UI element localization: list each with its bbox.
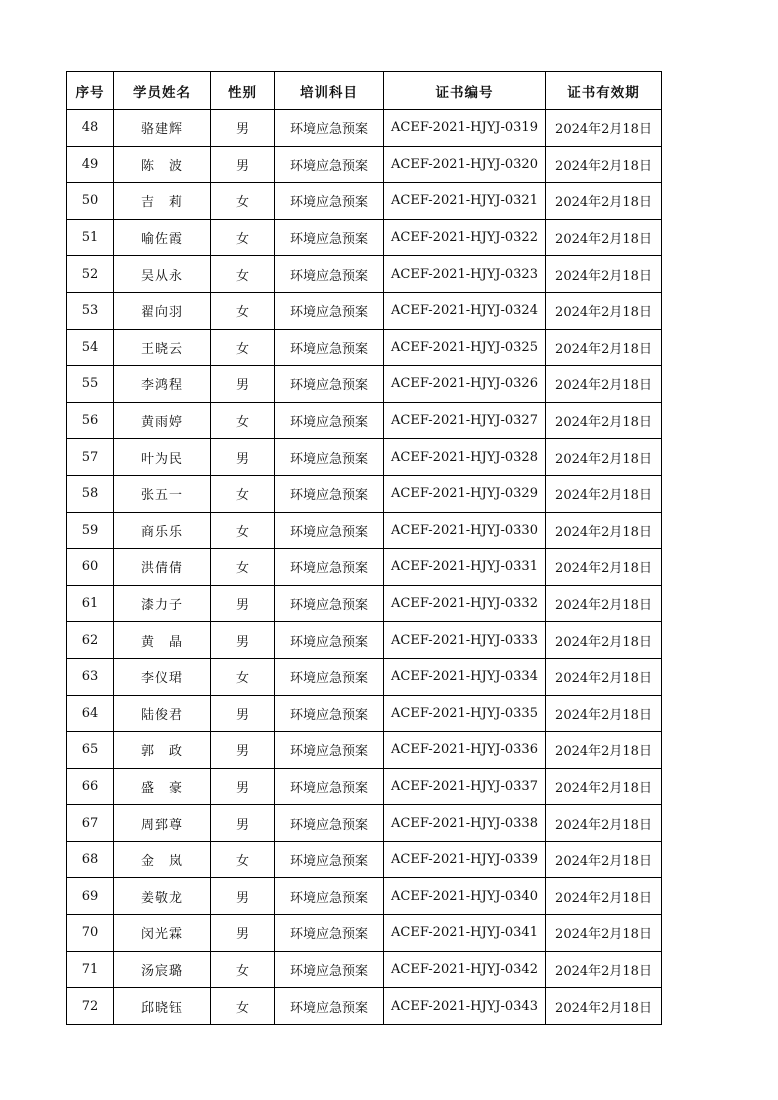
cell-name: 叶为民 (114, 439, 211, 476)
cell-index: 69 (67, 878, 114, 915)
cell-name: 漆力子 (114, 585, 211, 622)
cell-cert-no: ACEF-2021-HJYJ-0320 (384, 146, 546, 183)
cell-name: 闵光霖 (114, 915, 211, 952)
header-cert-no: 证书编号 (384, 72, 546, 110)
cell-gender: 女 (211, 658, 275, 695)
cell-subject: 环境应急预案 (275, 988, 384, 1025)
cell-validity: 2024年2月18日 (546, 475, 662, 512)
cell-name: 李鸿程 (114, 366, 211, 403)
cell-index: 62 (67, 622, 114, 659)
certificate-roster-table (66, 71, 662, 1025)
cell-gender: 男 (211, 805, 275, 842)
cell-validity: 2024年2月18日 (546, 622, 662, 659)
cell-subject: 环境应急预案 (275, 915, 384, 952)
table-row (67, 695, 662, 732)
cell-subject: 环境应急预案 (275, 841, 384, 878)
cell-cert-no: ACEF-2021-HJYJ-0321 (384, 183, 546, 220)
cell-validity: 2024年2月18日 (546, 841, 662, 878)
cell-cert-no: ACEF-2021-HJYJ-0333 (384, 622, 546, 659)
cell-gender: 女 (211, 951, 275, 988)
cell-subject: 环境应急预案 (275, 695, 384, 732)
cell-name: 王晓云 (114, 329, 211, 366)
cell-gender: 女 (211, 256, 275, 293)
cell-gender: 女 (211, 219, 275, 256)
cell-validity: 2024年2月18日 (546, 219, 662, 256)
cell-index: 71 (67, 951, 114, 988)
cell-subject: 环境应急预案 (275, 732, 384, 769)
cell-validity: 2024年2月18日 (546, 915, 662, 952)
table-row (67, 549, 662, 586)
cell-subject: 环境应急预案 (275, 292, 384, 329)
cell-subject: 环境应急预案 (275, 439, 384, 476)
table-row (67, 219, 662, 256)
cell-gender: 女 (211, 988, 275, 1025)
table-body (67, 110, 662, 1025)
cell-validity: 2024年2月18日 (546, 732, 662, 769)
header-validity: 证书有效期 (546, 72, 662, 110)
cell-index: 50 (67, 183, 114, 220)
table-row (67, 292, 662, 329)
table-row (67, 110, 662, 147)
cell-name: 洪倩倩 (114, 549, 211, 586)
cell-gender: 男 (211, 585, 275, 622)
cell-cert-no: ACEF-2021-HJYJ-0324 (384, 292, 546, 329)
cell-index: 59 (67, 512, 114, 549)
cell-cert-no: ACEF-2021-HJYJ-0341 (384, 915, 546, 952)
header-index: 序号 (67, 72, 114, 110)
cell-index: 70 (67, 915, 114, 952)
cell-gender: 女 (211, 402, 275, 439)
cell-subject: 环境应急预案 (275, 146, 384, 183)
table-row (67, 622, 662, 659)
cell-validity: 2024年2月18日 (546, 329, 662, 366)
cell-cert-no: ACEF-2021-HJYJ-0319 (384, 110, 546, 147)
cell-subject: 环境应急预案 (275, 878, 384, 915)
cell-gender: 男 (211, 110, 275, 147)
table-row (67, 585, 662, 622)
table-row (67, 805, 662, 842)
cell-name: 陆俊君 (114, 695, 211, 732)
cell-cert-no: ACEF-2021-HJYJ-0339 (384, 841, 546, 878)
table-row (67, 366, 662, 403)
cell-name: 吉 莉 (114, 183, 211, 220)
header-row (67, 72, 662, 110)
cell-index: 61 (67, 585, 114, 622)
cell-validity: 2024年2月18日 (546, 768, 662, 805)
cell-subject: 环境应急预案 (275, 402, 384, 439)
cell-validity: 2024年2月18日 (546, 292, 662, 329)
cell-validity: 2024年2月18日 (546, 110, 662, 147)
cell-name: 汤宸璐 (114, 951, 211, 988)
cell-subject: 环境应急预案 (275, 549, 384, 586)
cell-index: 57 (67, 439, 114, 476)
table-row (67, 988, 662, 1025)
table-row (67, 768, 662, 805)
cell-subject: 环境应急预案 (275, 110, 384, 147)
table-header (67, 72, 662, 110)
table-row (67, 915, 662, 952)
cell-validity: 2024年2月18日 (546, 512, 662, 549)
cell-index: 56 (67, 402, 114, 439)
cell-gender: 男 (211, 732, 275, 769)
table-row (67, 256, 662, 293)
cell-validity: 2024年2月18日 (546, 695, 662, 732)
header-name: 学员姓名 (114, 72, 211, 110)
cell-subject: 环境应急预案 (275, 658, 384, 695)
cell-index: 68 (67, 841, 114, 878)
table-row (67, 951, 662, 988)
cell-index: 55 (67, 366, 114, 403)
cell-cert-no: ACEF-2021-HJYJ-0327 (384, 402, 546, 439)
cell-validity: 2024年2月18日 (546, 439, 662, 476)
cell-name: 商乐乐 (114, 512, 211, 549)
cell-subject: 环境应急预案 (275, 768, 384, 805)
cell-cert-no: ACEF-2021-HJYJ-0338 (384, 805, 546, 842)
cell-subject: 环境应急预案 (275, 951, 384, 988)
table-row (67, 841, 662, 878)
cell-gender: 男 (211, 439, 275, 476)
header-subject: 培训科目 (275, 72, 384, 110)
cell-gender: 男 (211, 915, 275, 952)
cell-index: 52 (67, 256, 114, 293)
cell-gender: 女 (211, 512, 275, 549)
cell-gender: 女 (211, 329, 275, 366)
cell-cert-no: ACEF-2021-HJYJ-0323 (384, 256, 546, 293)
cell-validity: 2024年2月18日 (546, 805, 662, 842)
cell-name: 吴从永 (114, 256, 211, 293)
table-row (67, 146, 662, 183)
cell-cert-no: ACEF-2021-HJYJ-0337 (384, 768, 546, 805)
cell-index: 63 (67, 658, 114, 695)
cell-validity: 2024年2月18日 (546, 256, 662, 293)
cell-name: 黄 晶 (114, 622, 211, 659)
table-row (67, 732, 662, 769)
table-row (67, 512, 662, 549)
table-row (67, 183, 662, 220)
cell-validity: 2024年2月18日 (546, 183, 662, 220)
cell-cert-no: ACEF-2021-HJYJ-0336 (384, 732, 546, 769)
cell-validity: 2024年2月18日 (546, 878, 662, 915)
cell-validity: 2024年2月18日 (546, 549, 662, 586)
cell-validity: 2024年2月18日 (546, 951, 662, 988)
cell-gender: 女 (211, 549, 275, 586)
cell-gender: 男 (211, 768, 275, 805)
table-row (67, 878, 662, 915)
cell-index: 54 (67, 329, 114, 366)
cell-validity: 2024年2月18日 (546, 146, 662, 183)
cell-index: 53 (67, 292, 114, 329)
cell-cert-no: ACEF-2021-HJYJ-0322 (384, 219, 546, 256)
table-row (67, 402, 662, 439)
cell-validity: 2024年2月18日 (546, 988, 662, 1025)
cell-cert-no: ACEF-2021-HJYJ-0334 (384, 658, 546, 695)
cell-cert-no: ACEF-2021-HJYJ-0325 (384, 329, 546, 366)
cell-cert-no: ACEF-2021-HJYJ-0328 (384, 439, 546, 476)
cell-name: 黄雨婷 (114, 402, 211, 439)
table-row (67, 658, 662, 695)
cell-gender: 男 (211, 146, 275, 183)
cell-index: 66 (67, 768, 114, 805)
cell-subject: 环境应急预案 (275, 475, 384, 512)
cell-name: 骆建辉 (114, 110, 211, 147)
cell-gender: 男 (211, 878, 275, 915)
cell-cert-no: ACEF-2021-HJYJ-0329 (384, 475, 546, 512)
cell-index: 48 (67, 110, 114, 147)
cell-index: 65 (67, 732, 114, 769)
cell-cert-no: ACEF-2021-HJYJ-0332 (384, 585, 546, 622)
cell-validity: 2024年2月18日 (546, 366, 662, 403)
cell-subject: 环境应急预案 (275, 329, 384, 366)
cell-index: 67 (67, 805, 114, 842)
cell-cert-no: ACEF-2021-HJYJ-0342 (384, 951, 546, 988)
cell-name: 喻佐霞 (114, 219, 211, 256)
cell-index: 72 (67, 988, 114, 1025)
header-gender: 性别 (211, 72, 275, 110)
cell-name: 盛 豪 (114, 768, 211, 805)
cell-name: 陈 波 (114, 146, 211, 183)
cell-index: 49 (67, 146, 114, 183)
cell-subject: 环境应急预案 (275, 366, 384, 403)
cell-cert-no: ACEF-2021-HJYJ-0326 (384, 366, 546, 403)
cell-subject: 环境应急预案 (275, 805, 384, 842)
cell-index: 58 (67, 475, 114, 512)
cell-index: 60 (67, 549, 114, 586)
cell-subject: 环境应急预案 (275, 512, 384, 549)
table-row (67, 475, 662, 512)
cell-index: 51 (67, 219, 114, 256)
cell-name: 姜敬龙 (114, 878, 211, 915)
cell-validity: 2024年2月18日 (546, 402, 662, 439)
cell-subject: 环境应急预案 (275, 622, 384, 659)
cell-gender: 女 (211, 475, 275, 512)
cell-cert-no: ACEF-2021-HJYJ-0330 (384, 512, 546, 549)
cell-name: 翟向羽 (114, 292, 211, 329)
table-row (67, 439, 662, 476)
cell-gender: 男 (211, 366, 275, 403)
cell-gender: 女 (211, 183, 275, 220)
cell-gender: 男 (211, 695, 275, 732)
cell-index: 64 (67, 695, 114, 732)
table-row (67, 329, 662, 366)
cell-gender: 男 (211, 622, 275, 659)
cell-gender: 女 (211, 292, 275, 329)
cell-cert-no: ACEF-2021-HJYJ-0343 (384, 988, 546, 1025)
cell-cert-no: ACEF-2021-HJYJ-0331 (384, 549, 546, 586)
cell-name: 郭 政 (114, 732, 211, 769)
cell-subject: 环境应急预案 (275, 585, 384, 622)
cell-name: 周郅尊 (114, 805, 211, 842)
cell-validity: 2024年2月18日 (546, 585, 662, 622)
cell-gender: 女 (211, 841, 275, 878)
cell-subject: 环境应急预案 (275, 183, 384, 220)
cell-subject: 环境应急预案 (275, 219, 384, 256)
cell-name: 李仪珺 (114, 658, 211, 695)
cell-cert-no: ACEF-2021-HJYJ-0340 (384, 878, 546, 915)
cell-name: 张五一 (114, 475, 211, 512)
cell-cert-no: ACEF-2021-HJYJ-0335 (384, 695, 546, 732)
cell-name: 金 岚 (114, 841, 211, 878)
cell-validity: 2024年2月18日 (546, 658, 662, 695)
cell-name: 邱晓钰 (114, 988, 211, 1025)
cell-subject: 环境应急预案 (275, 256, 384, 293)
